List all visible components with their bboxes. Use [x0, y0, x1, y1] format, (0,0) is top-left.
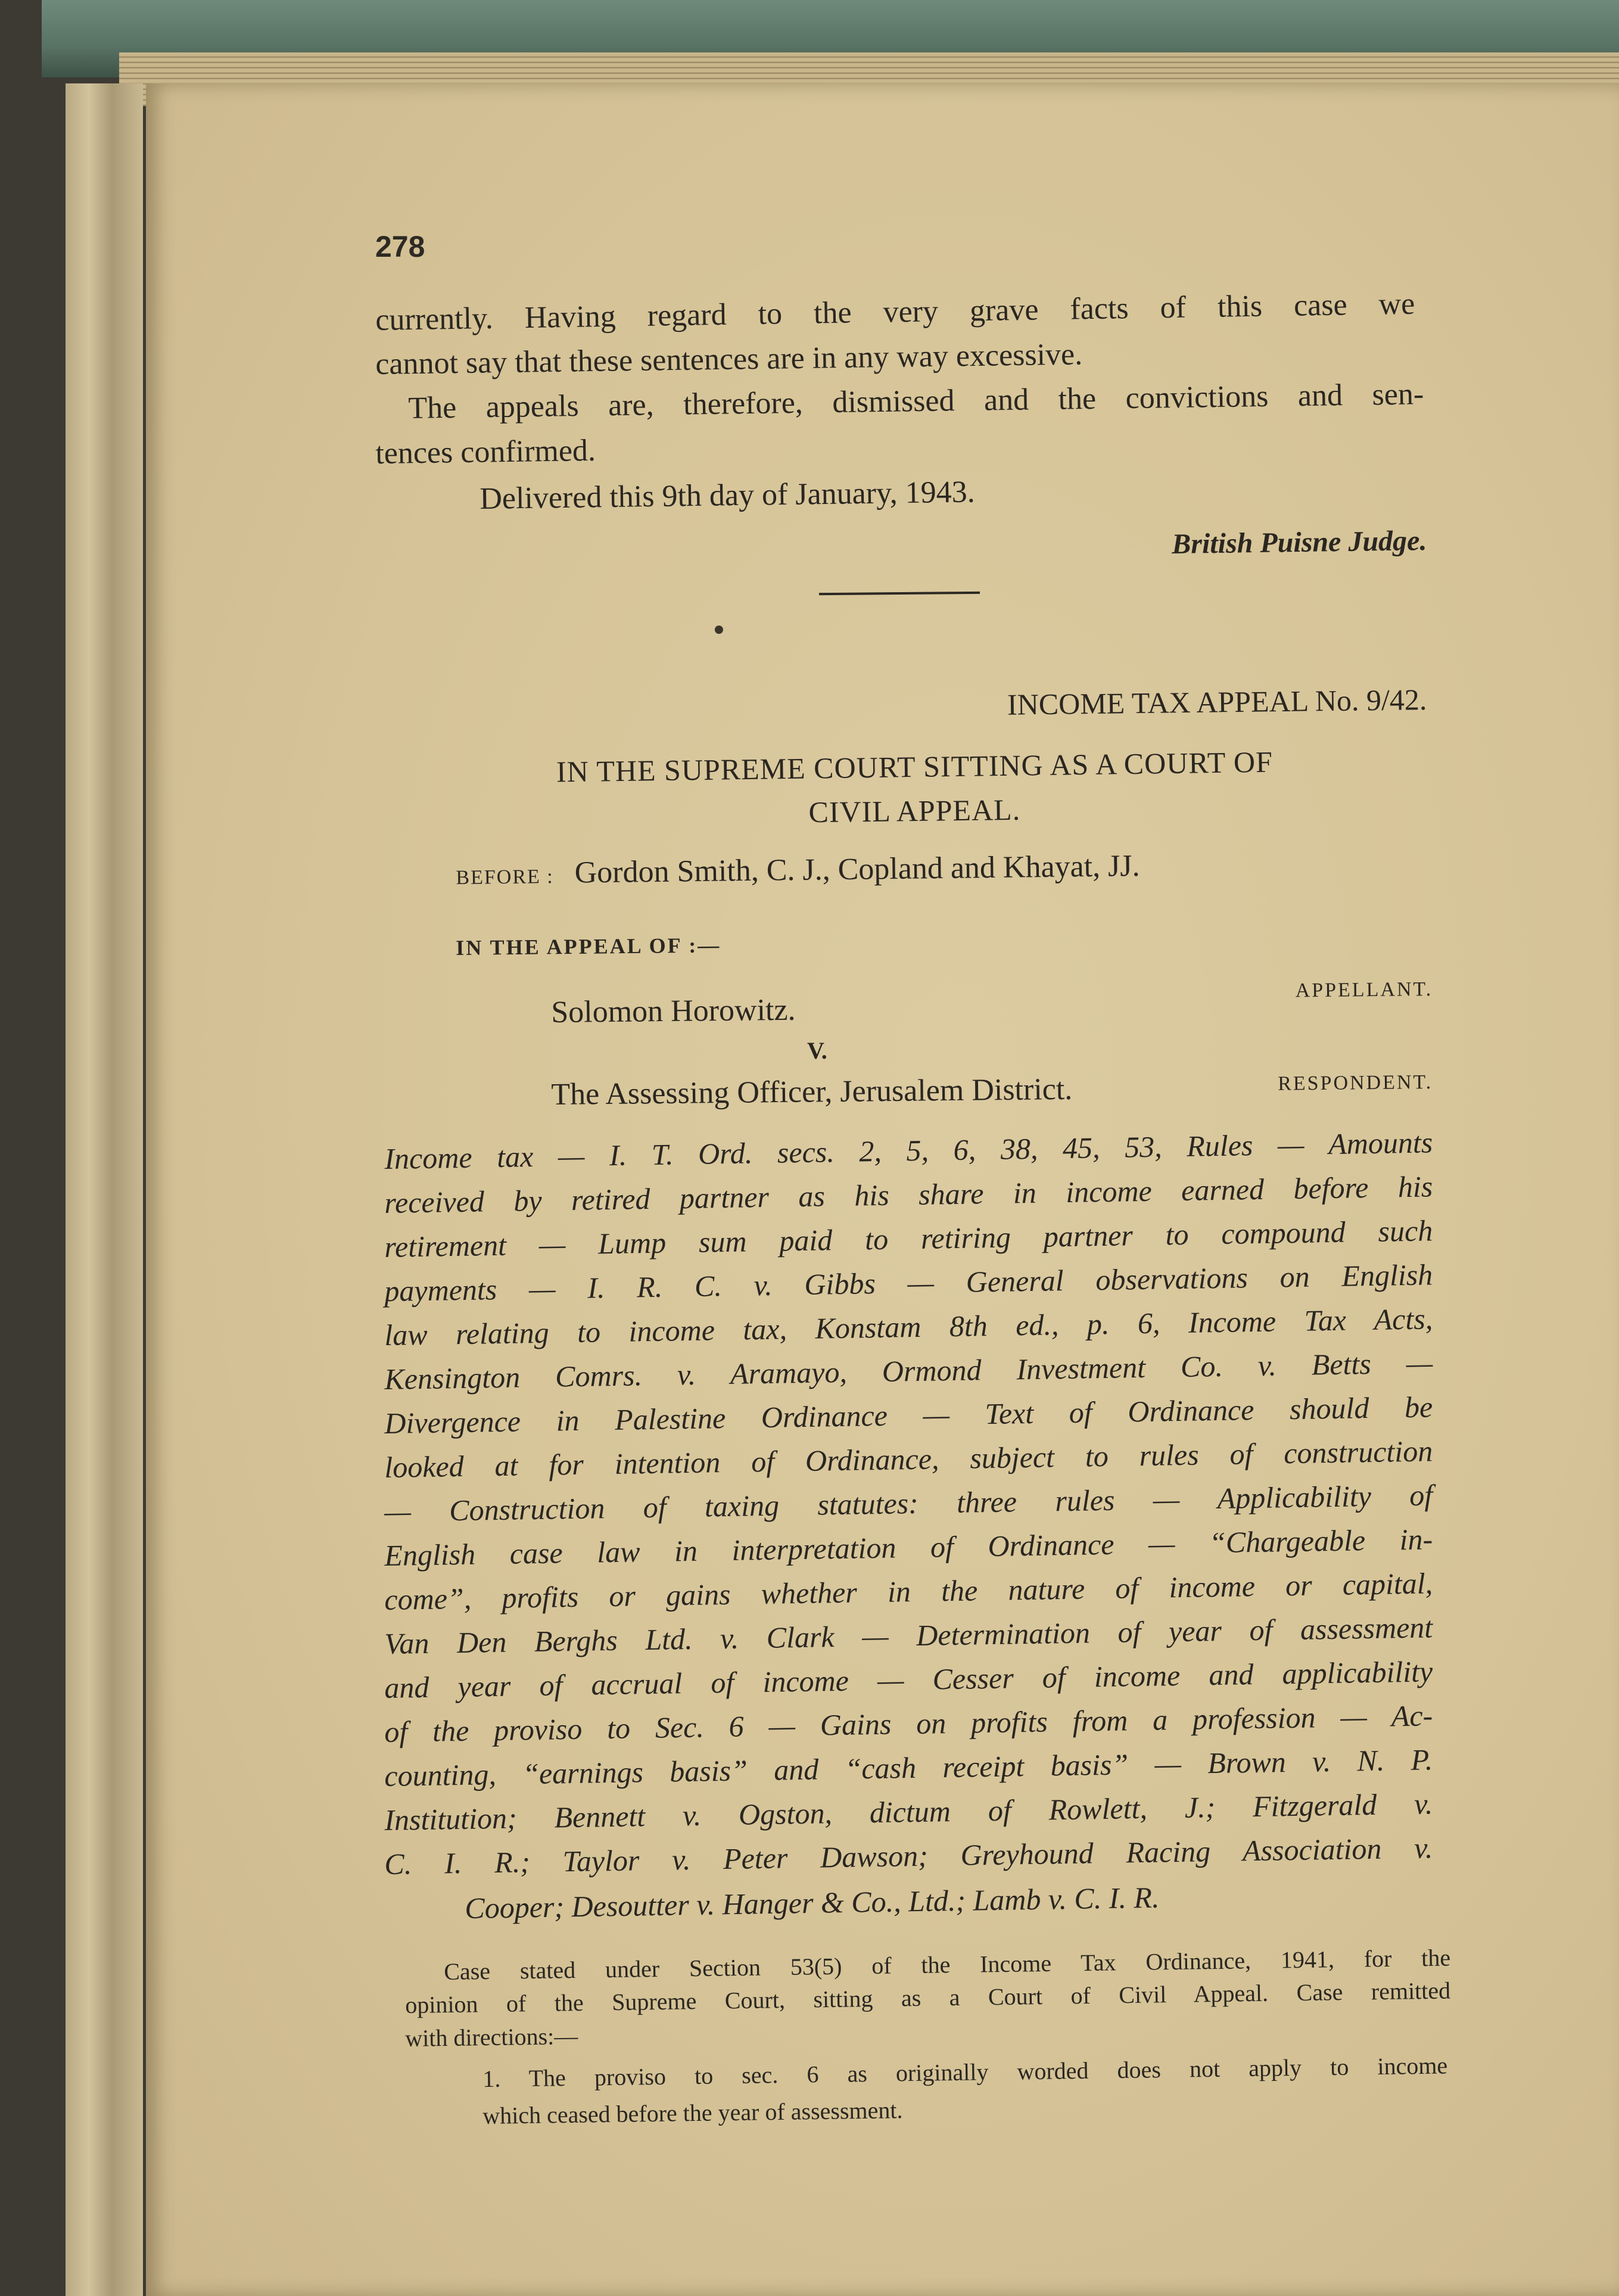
headnote-line: Divergence in Palestine Ordinance — Text of Ordinance should be [384, 1390, 1433, 1440]
headnote-line: come”, profits or gains whether in the nature of income or capital, [384, 1566, 1433, 1616]
headnote-line: of the proviso to Sec. 6 — Gains on profits from a profession — Ac- [384, 1698, 1433, 1749]
headnote-line: Van Den Berghs Ltd. v. Clark — Determination of year of assessment [384, 1610, 1433, 1660]
case-stated-line: opinion of the Supreme Court, sitting as a Court of Civil Appeal. Case remitted [404, 1977, 1451, 2018]
headnote-line: looked at for intention of Ordinance, subject to rules of construction [384, 1434, 1433, 1484]
book-page [146, 83, 1619, 2296]
headnote-line: Cooper; Desoutter v. Hanger & Co., Ltd.; Lamb v. C. I. R. [464, 1880, 1160, 1925]
headnote-line: Income tax — I. T. Ord. secs. 2, 5, 6, 38, 45, 53, Rules — Amounts [384, 1125, 1433, 1175]
headnote-line: received by retired partner as his share in income earned before his [384, 1169, 1433, 1219]
judge-signature: British Puisne Judge. [1171, 524, 1427, 560]
page-content [146, 83, 1619, 2296]
headnote-line: law relating to income tax, Konstam 8th ed., p. 6, Income Tax Acts, [384, 1302, 1433, 1352]
paragraph-line: currently. Having regard to the very grave facts of this case we [375, 287, 1415, 337]
delivered-line: Delivered this 9th day of January, 1943. [479, 475, 976, 516]
respondent-name: The Assessing Officer, Jerusalem District. [551, 1072, 1073, 1112]
before-label: BEFORE : [456, 865, 554, 889]
headnote-line: Institution; Bennett v. Ogston, dictum of Rowlett, J.; Fitzgerald v. [384, 1787, 1433, 1837]
headnote-line: Kensington Comrs. v. Aramayo, Ormond Investment Co. v. Betts — [384, 1346, 1433, 1396]
case-number: INCOME TAX APPEAL No. 9/42. [1007, 683, 1427, 721]
appellant-role: APPELLANT. [1295, 978, 1433, 1002]
headnote-line: English case law in interpretation of Ordinance — “Chargeable in- [384, 1522, 1433, 1572]
headnote-line: retirement — Lump sum paid to retiring partner to compound such [384, 1214, 1433, 1264]
section-divider [819, 592, 980, 595]
bench-judges: Gordon Smith, C. J., Copland and Khayat, JJ. [574, 848, 1140, 890]
case-stated-line: with directions:— [404, 2022, 578, 2052]
paragraph-line: cannot say that these sentences are in any way excessive. [375, 337, 1083, 381]
bench-line [456, 848, 1140, 892]
respondent-role: RESPONDENT. [1278, 1071, 1433, 1095]
headnote-line: counting, “earnings basis” and “cash receipt basis” — Brown v. N. P. [384, 1743, 1433, 1793]
appellant-name: Solomon Horowitz. [551, 993, 796, 1029]
versus-mark: V. [807, 1037, 827, 1064]
headnote-line: payments — I. R. C. v. Gibbs — General observations on English [384, 1258, 1433, 1308]
appeal-of-label: IN THE APPEAL OF :— [456, 933, 721, 960]
direction-line: which ceased before the year of assessment. [482, 2096, 903, 2129]
paragraph-line: tences confirmed. [375, 433, 596, 471]
case-stated-line: Case stated under Section 53(5) of the Income Tax Ordinance, 1941, for the [443, 1944, 1451, 1985]
court-title: IN THE SUPREME COURT SITTING AS A COURT OF [556, 745, 1274, 789]
ink-speck [715, 626, 723, 634]
page-fore-edge [66, 83, 143, 2296]
page-number: 278 [375, 230, 425, 263]
direction-line: 1. The proviso to sec. 6 as originally worded does not apply to income [482, 2052, 1448, 2092]
court-title: CIVIL APPEAL. [808, 792, 1021, 829]
headnote-line: — Construction of taxing statutes: three rules — Applicability of [384, 1478, 1433, 1528]
headnote-line: C. I. R.; Taylor v. Peter Dawson; Greyhound Racing Association v. [384, 1831, 1433, 1881]
paragraph-line: The appeals are, therefore, dismissed and the convictions and sen- [407, 377, 1424, 425]
headnote-line: and year of accrual of income — Cesser of income and applicability [384, 1654, 1433, 1704]
